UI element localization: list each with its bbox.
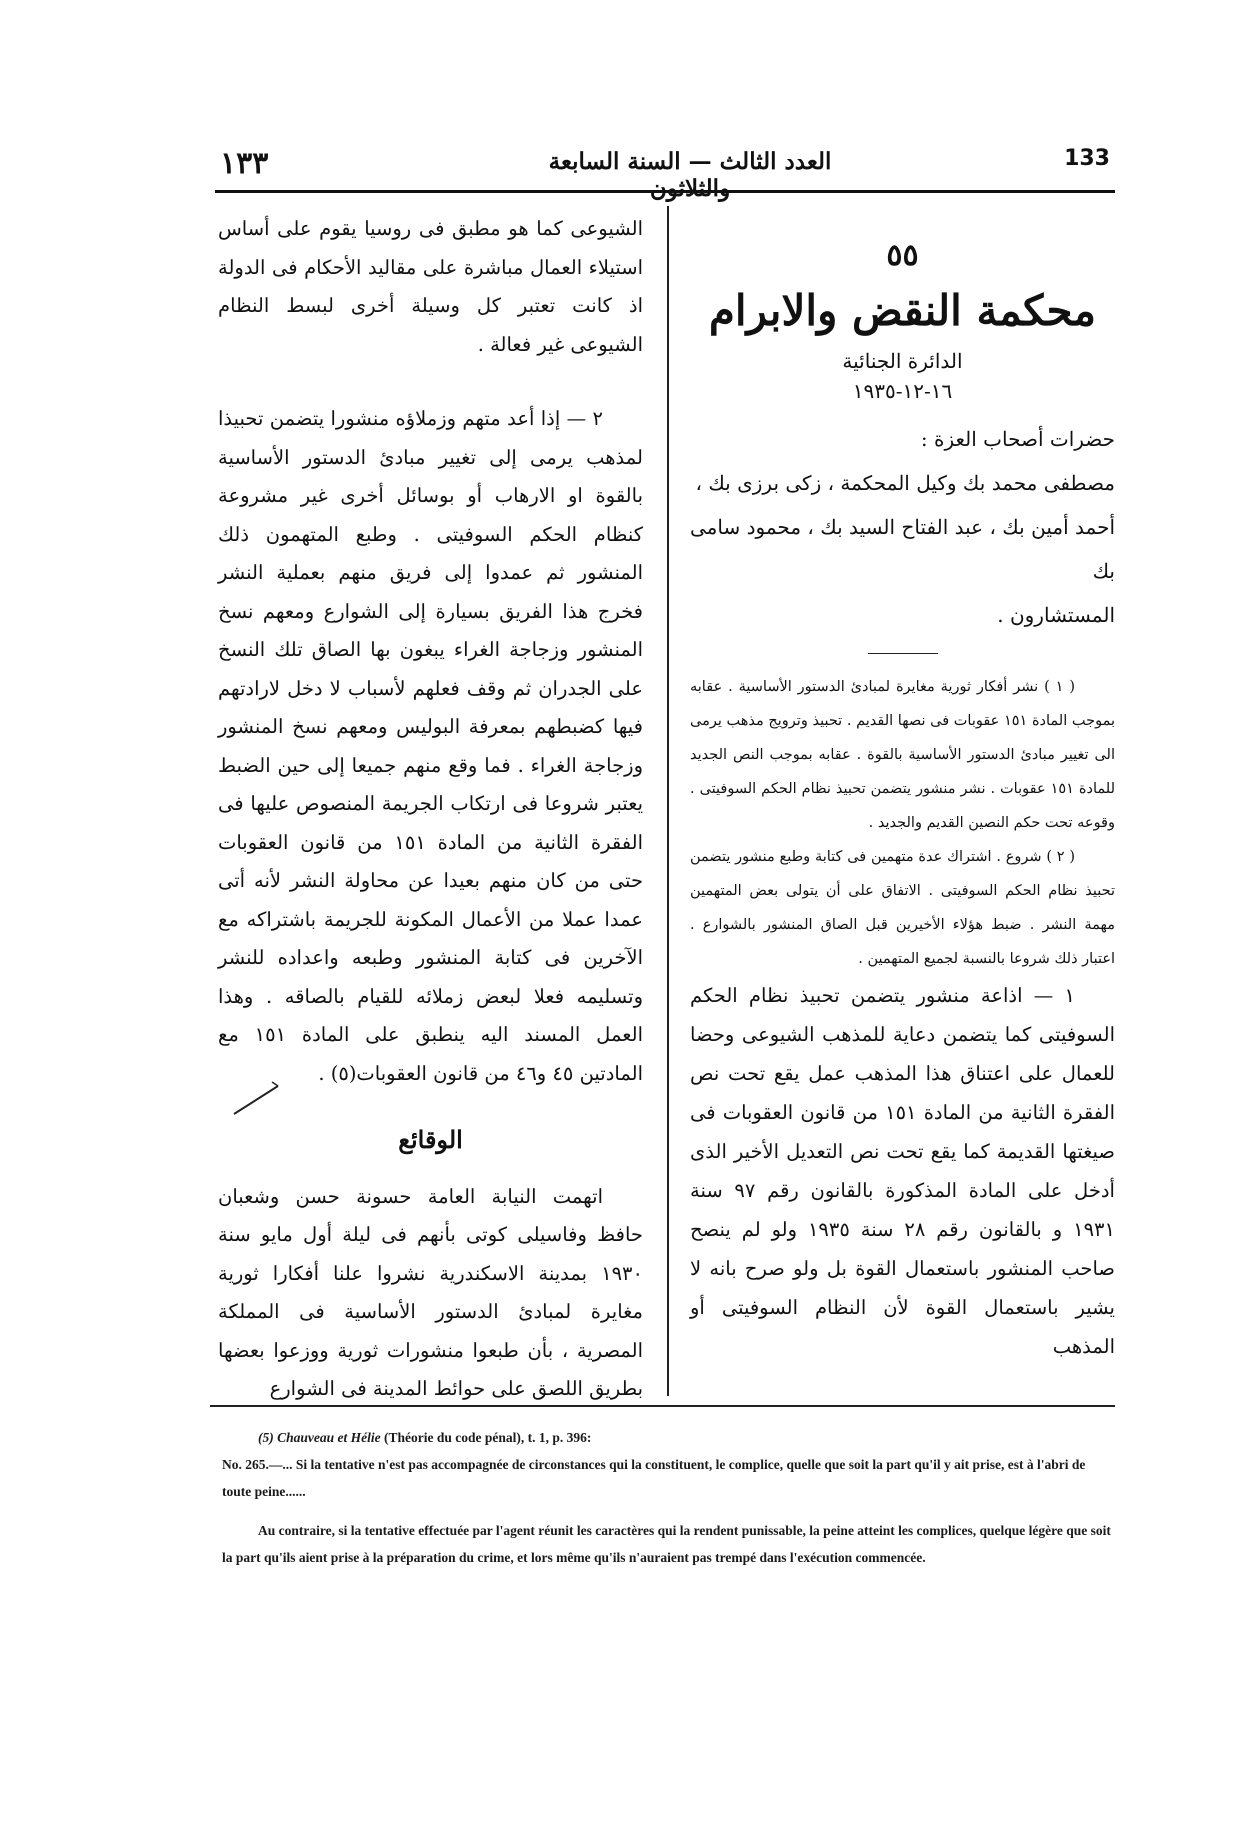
footnote-paragraph-2: Au contraire, si la tentative effectuée par l'agent réunit les caractères qui la rendent punissable, la peine atteint les complices, quelque légère que soit la part qu'ils aient prise à la préparation du crime, et lors même qu'ils n'auraient pas trempé dans l'exécution commencée. [222, 1523, 1111, 1565]
principle-1-continuation: الشيوعى كما هو مطبق فى روسيا يقوم على أساس استيلاء العمال مباشرة على مقاليد الأحكام فى الدولة اذ كانت تعتبر كل وسيلة أخرى لبسط النظام الشيوعى غير فعالة . [218, 217, 643, 356]
circuit-name: الدائرة الجنائية [842, 349, 963, 373]
facts-heading: الوقائع [398, 1125, 463, 1154]
page-header [220, 146, 1110, 202]
judges-intro: حضرات أصحاب العزة : [920, 427, 1115, 451]
judges-line: مصطفى محمد بك وكيل المحكمة ، زكى برزى بك ، [695, 471, 1115, 495]
issue-title: العدد الثالث — السنة السابعة والثلاثون [548, 148, 832, 202]
case-number: ٥٥ [886, 238, 919, 273]
judgment-date: ١٦-١٢-١٩٣٥ [852, 379, 953, 403]
footnote-reference: (Théorie du code pénal), t. 1, p. 396: [380, 1430, 592, 1445]
judges-line: أحمد أمين بك ، عبد الفتاح السيد بك ، محمود سامى بك [690, 515, 1115, 583]
headnote-2: ( ٢ ) شروع . اشتراك عدة متهمين فى كتابة وطبع منشور يتضمن تحبيذ نظام الحكم السوفيتى . الاتفاق على أن يتولى بعض المتهمين مهمة النشر . ضبط هؤلاء الأخيرين قبل الصاق المنشور بالشوارع . اعتبار ذلك شروعا بالنسبة لجميع المتهمين . [690, 849, 1115, 967]
left-column [218, 210, 643, 1409]
judges-block [690, 417, 1115, 637]
principle-1: ١ — اذاعة منشور يتضمن تحبيذ نظام الحكم السوفيتى كما يتضمن دعاية للمذهب الشيوعى وحضا للعمال على اعتناق هذا المذهب عمل يقع تحت نص الفقرة الثانية من المادة ١٥١ من قانون العقوبات فى صيغتها القديمة كما يقع تحت نص التعديل الأخير الذى أدخل على المادة المذكورة بالقانون رقم ٩٧ سنة ١٩٣١ و بالقانون رقم ٢٨ سنة ١٩٣٥ ولو لم ينصح صاحب المنشور باستعمال القوة بل ولو صرح بانه لا يشير باستعمال القوة لأن النظام السوفيتى أو المذهب [690, 984, 1115, 1358]
page-number-arabic: ١٣٣ [220, 146, 269, 181]
footnote [222, 1424, 1112, 1571]
court-name: محكمة النقض والابرام [708, 286, 1097, 335]
header-rule [215, 190, 1115, 193]
footnote-rule [210, 1405, 1115, 1407]
footnote-paragraph-1: No. 265.—... Si la tentative n'est pas accompagnée de circonstances qui la constituent, le complice, quelle que soit la part qu'il y ait prise, est à l'abri de toute peine...... [222, 1457, 1086, 1499]
section-rule [868, 653, 938, 654]
pencil-mark-icon [232, 1078, 282, 1118]
right-column [690, 238, 1115, 1366]
headnote-1: ( ١ ) نشر أفكار ثورية مغايرة لمبادئ الدستور الأساسية . عقابه بموجب المادة ١٥١ عقوبات فى نصها القديم . تحبيذ وترويج مذهب يرمى الى تغيير مبادئ الدستور الأساسية بالقوة . عقابه بموجب النص الجديد للمادة ١٥١ عقوبات . نشر منشور يتضمن تحبيذ نظام الحكم السوفيتى . وقوعه تحت حكم النصين القديم والجديد . [690, 679, 1116, 831]
facts-paragraph: اتهمت النيابة العامة حسونة حسن وشعبان حافظ وفاسيلى كوتى بأنهم فى ليلة أول مايو سنة ١٩٣٠ بمدينة الاسكندرية نشروا علنا أفكارا ثورية مغايرة لمبادئ الدستور الأساسية فى المملكة المصرية ، بأن طبعوا منشورات ثورية ووزعوا بعضها بطريق اللصق على حوائط المدينة فى الشوارع [218, 1184, 643, 1400]
footnote-author: (5) Chauveau et Hélie [258, 1430, 381, 1445]
column-divider [667, 206, 669, 1396]
principle-2: ٢ — إذا أعد متهم وزملاؤه منشورا يتضمن تحبيذا لمذهب يرمى إلى تغيير مبادئ الدستور الأساسية بالقوة او الارهاب أو بوسائل أخرى غير مشروعة كنظام الحكم السوفيتى . وطبع المتهمون ذلك المنشور ثم عمدوا إلى فريق منهم بعملية النشر فخرج هذا الفريق بسيارة إلى الشوارع ومعهم نسخ المنشور وزجاجة الغراء يبغون بها الصاق تلك النسخ على الجدران ثم وقف فعلهم لأسباب لا دخل لارادتهم فيها كضبطهم بمعرفة البوليس ومعهم نسخ المنشور وزجاجة الغراء . فما وقع منهم جميعا إلى حين الضبط يعتبر شروعا فى ارتكاب الجريمة المنصوص عليها فى الفقرة الثانية من المادة ١٥١ من قانون العقوبات حتى من كان منهم بعيدا عن محاولة النشر لأنه أتى عمدا عملا من الأعمال المكونة للجريمة باشتراكه مع الآخرين فى كتابة المنشور وطبعه واعداده للنشر وتسليمه فعلا لبعض زملائه للقيام بالصاقه . وهذا العمل المسند اليه ينطبق على المادة ١٥١ مع المادتين ٤٥ و٤٦ من قانون العقوبات(٥) . [218, 407, 643, 1085]
page-number-latin: 133 [1064, 146, 1110, 171]
judges-line: المستشارون . [997, 603, 1115, 627]
